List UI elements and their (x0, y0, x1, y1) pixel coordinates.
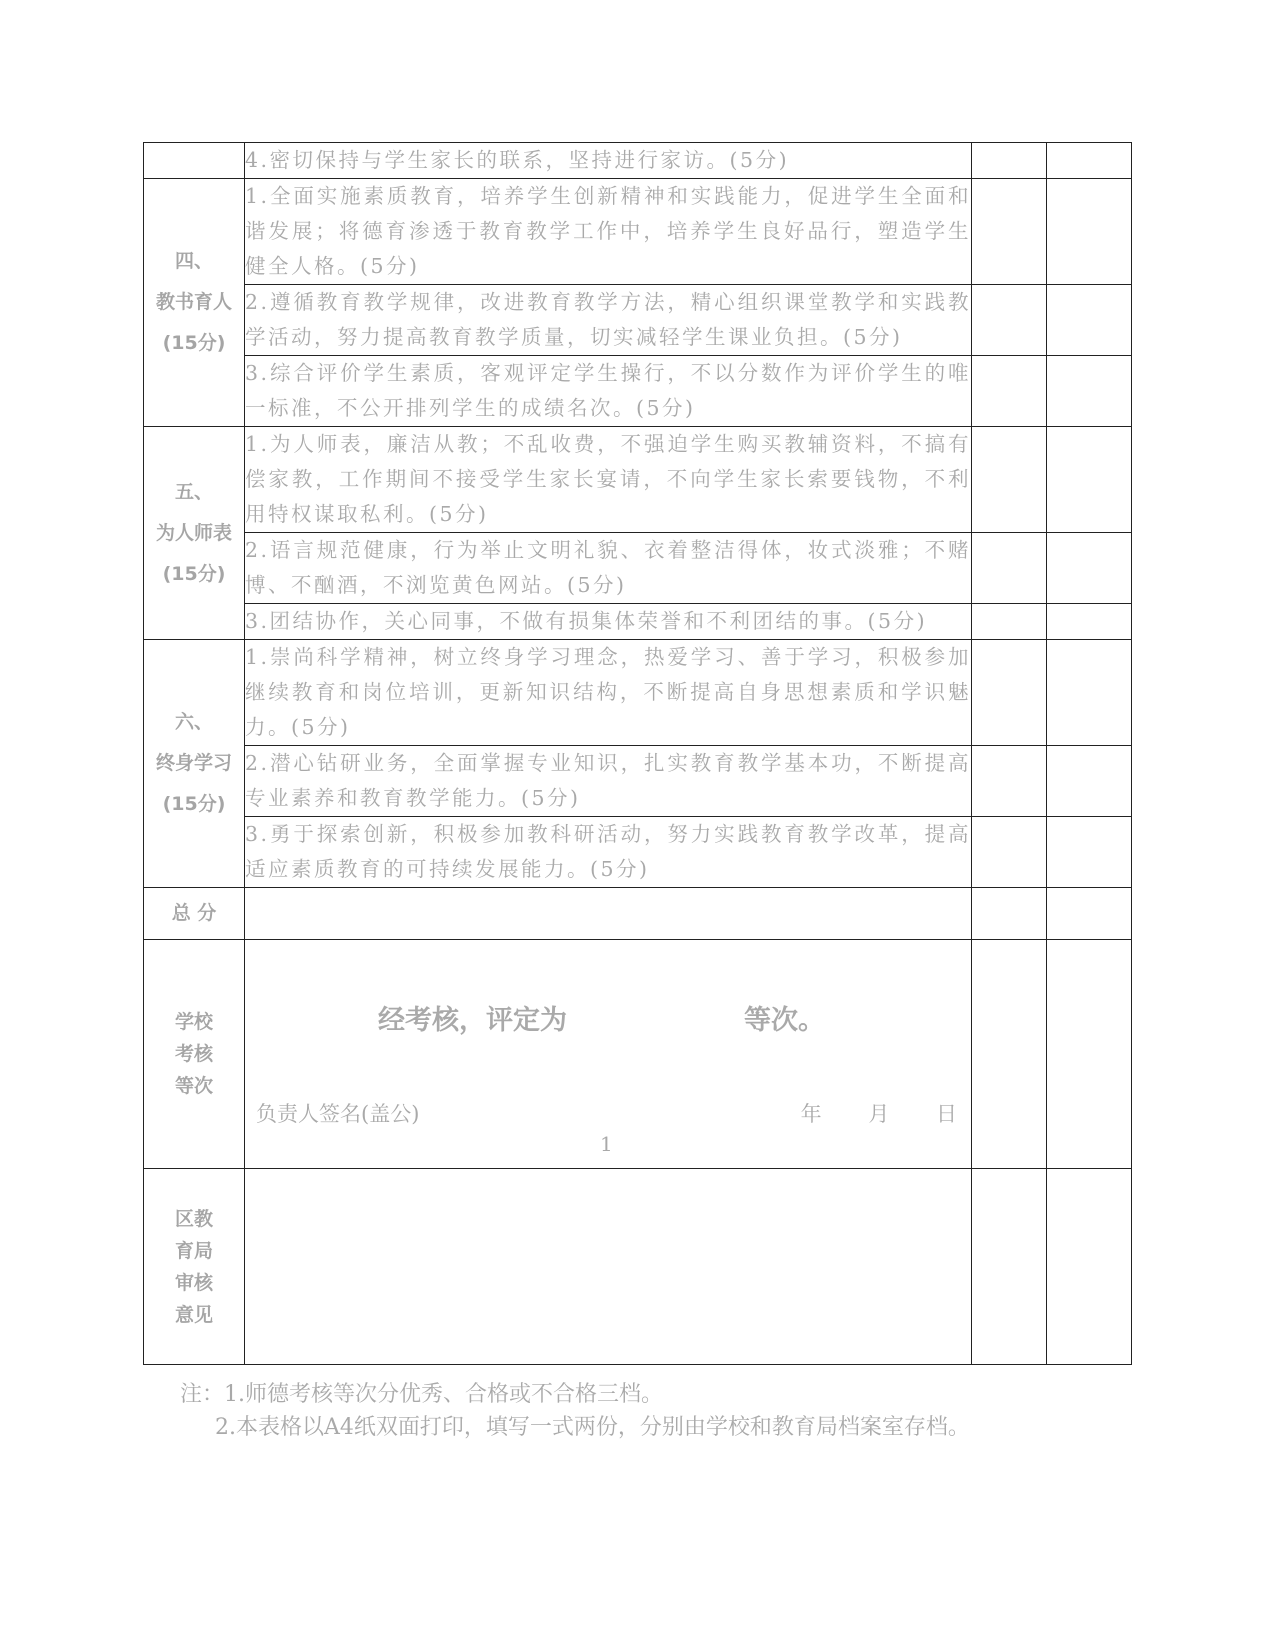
bureau-label-cell: 区教 育局 审核 意见 (144, 1169, 245, 1365)
review-score-cell[interactable] (1047, 604, 1132, 640)
date-line (761, 1098, 957, 1128)
school-label-cell: 学校 考核 等次 (144, 940, 245, 1169)
category-title: 为人师表 (155, 521, 232, 544)
school-row (144, 940, 1132, 1169)
self-score-cell[interactable] (972, 640, 1047, 746)
signature-label: 负责人签名(盖公) (256, 1102, 420, 1126)
table-row (144, 427, 1132, 533)
total-label: 总 分 (144, 888, 245, 940)
table-row (144, 179, 1132, 285)
category-number: 四、 (174, 250, 213, 272)
evaluation-table (143, 142, 1132, 1365)
table-row (144, 356, 1132, 427)
category-score: (15分) (162, 332, 226, 354)
category-number: 六、 (174, 711, 213, 733)
table-row (144, 640, 1132, 746)
category-cell (144, 143, 245, 179)
criterion-text: 1.为人师表，廉洁从教；不乱收费，不强迫学生购买教辅资料，不搞有偿家教，工作期间不接受学生家长宴请，不向学生家长索要钱物，不利用特权谋取私利。(5分) (245, 427, 972, 533)
self-score-cell[interactable] (972, 604, 1047, 640)
criterion-text: 3.团结协作，关心同事，不做有损集体荣誉和不利团结的事。(5分) (245, 604, 972, 640)
criterion-text: 3.综合评价学生素质，客观评定学生操行，不以分数作为评价学生的唯一标准，不公开排列学生的成绩名次。(5分) (245, 356, 972, 427)
total-value-cell[interactable] (245, 888, 972, 940)
self-score-cell[interactable] (972, 285, 1047, 356)
review-score-cell[interactable] (1047, 1169, 1132, 1365)
note-line-1: 注：1.师德考核等次分优秀、合格或不合格三档。 (180, 1382, 663, 1407)
bureau-row (144, 1169, 1132, 1365)
criterion-text: 4.密切保持与学生家长的联系，坚持进行家访。(5分) (245, 143, 972, 179)
self-score-cell[interactable] (972, 817, 1047, 888)
self-score-cell[interactable] (972, 427, 1047, 533)
criterion-text: 2.潜心钻研业务，全面掌握专业知识，扎实教育教学基本功，不断提高专业素养和教育教学能力。(5分) (245, 746, 972, 817)
category-cell-4 (144, 179, 245, 427)
table-row (144, 746, 1132, 817)
school-grade-cell (245, 940, 972, 1169)
table-row (144, 285, 1132, 356)
review-score-cell[interactable] (1047, 356, 1132, 427)
criterion-text: 1.崇尚科学精神，树立终身学习理念，热爱学习、善于学习，积极参加继续教育和岗位培训，更新知识结构，不断提高自身思想素质和学识魅力。(5分) (245, 640, 972, 746)
category-cell-6 (144, 640, 245, 888)
date-year: 年 (800, 1102, 822, 1126)
self-score-cell[interactable] (972, 746, 1047, 817)
date-month: 月 (868, 1102, 890, 1126)
category-cell-5 (144, 427, 245, 640)
bureau-opinion-cell[interactable] (245, 1169, 972, 1365)
total-row (144, 888, 1132, 940)
review-score-cell[interactable] (1047, 285, 1132, 356)
review-score-cell[interactable] (1047, 940, 1132, 1169)
self-score-cell[interactable] (972, 940, 1047, 1169)
table-row (144, 604, 1132, 640)
category-score: (15分) (162, 562, 226, 585)
review-score-cell[interactable] (1047, 746, 1132, 817)
review-score-cell[interactable] (1047, 427, 1132, 533)
review-score-cell[interactable] (1047, 179, 1132, 285)
review-score-cell[interactable] (1047, 640, 1132, 746)
page-number: 1 (600, 1132, 613, 1156)
review-score-cell[interactable] (1047, 888, 1132, 940)
category-score: (15分) (162, 793, 226, 815)
self-score-cell[interactable] (972, 533, 1047, 604)
criterion-text: 2.语言规范健康，行为举止文明礼貌、衣着整洁得体，妆式淡雅；不赌博、不酗酒，不浏览黄色网站。(5分) (245, 533, 972, 604)
criterion-text: 1.全面实施素质教育，培养学生创新精神和实践能力，促进学生全面和谐发展；将德育渗透于教育教学工作中，培养学生良好品行，塑造学生健全人格。(5分) (245, 179, 972, 285)
category-title: 教书育人 (155, 291, 232, 313)
self-score-cell[interactable] (972, 143, 1047, 179)
category-number: 五、 (174, 480, 213, 503)
self-score-cell[interactable] (972, 888, 1047, 940)
table-row (144, 817, 1132, 888)
review-score-cell[interactable] (1047, 533, 1132, 604)
date-day: 日 (936, 1102, 957, 1126)
self-score-cell[interactable] (972, 1169, 1047, 1365)
self-score-cell[interactable] (972, 356, 1047, 427)
table-row (144, 143, 1132, 179)
review-score-cell[interactable] (1047, 143, 1132, 179)
grade-line: 经考核，评定为 等次。 (378, 1005, 825, 1036)
category-title: 终身学习 (155, 752, 232, 774)
note-line-2: 2.本表格以A4纸双面打印，填写一式两份，分别由学校和教育局档案室存档。 (215, 1415, 970, 1440)
review-score-cell[interactable] (1047, 817, 1132, 888)
self-score-cell[interactable] (972, 179, 1047, 285)
table-row (144, 533, 1132, 604)
criterion-text: 3.勇于探索创新，积极参加教科研活动，努力实践教育教学改革，提高适应素质教育的可持续发展能力。(5分) (245, 817, 972, 888)
criterion-text: 2.遵循教育教学规律，改进教育教学方法，精心组织课堂教学和实践教学活动，努力提高教育教学质量，切实减轻学生课业负担。(5分) (245, 285, 972, 356)
